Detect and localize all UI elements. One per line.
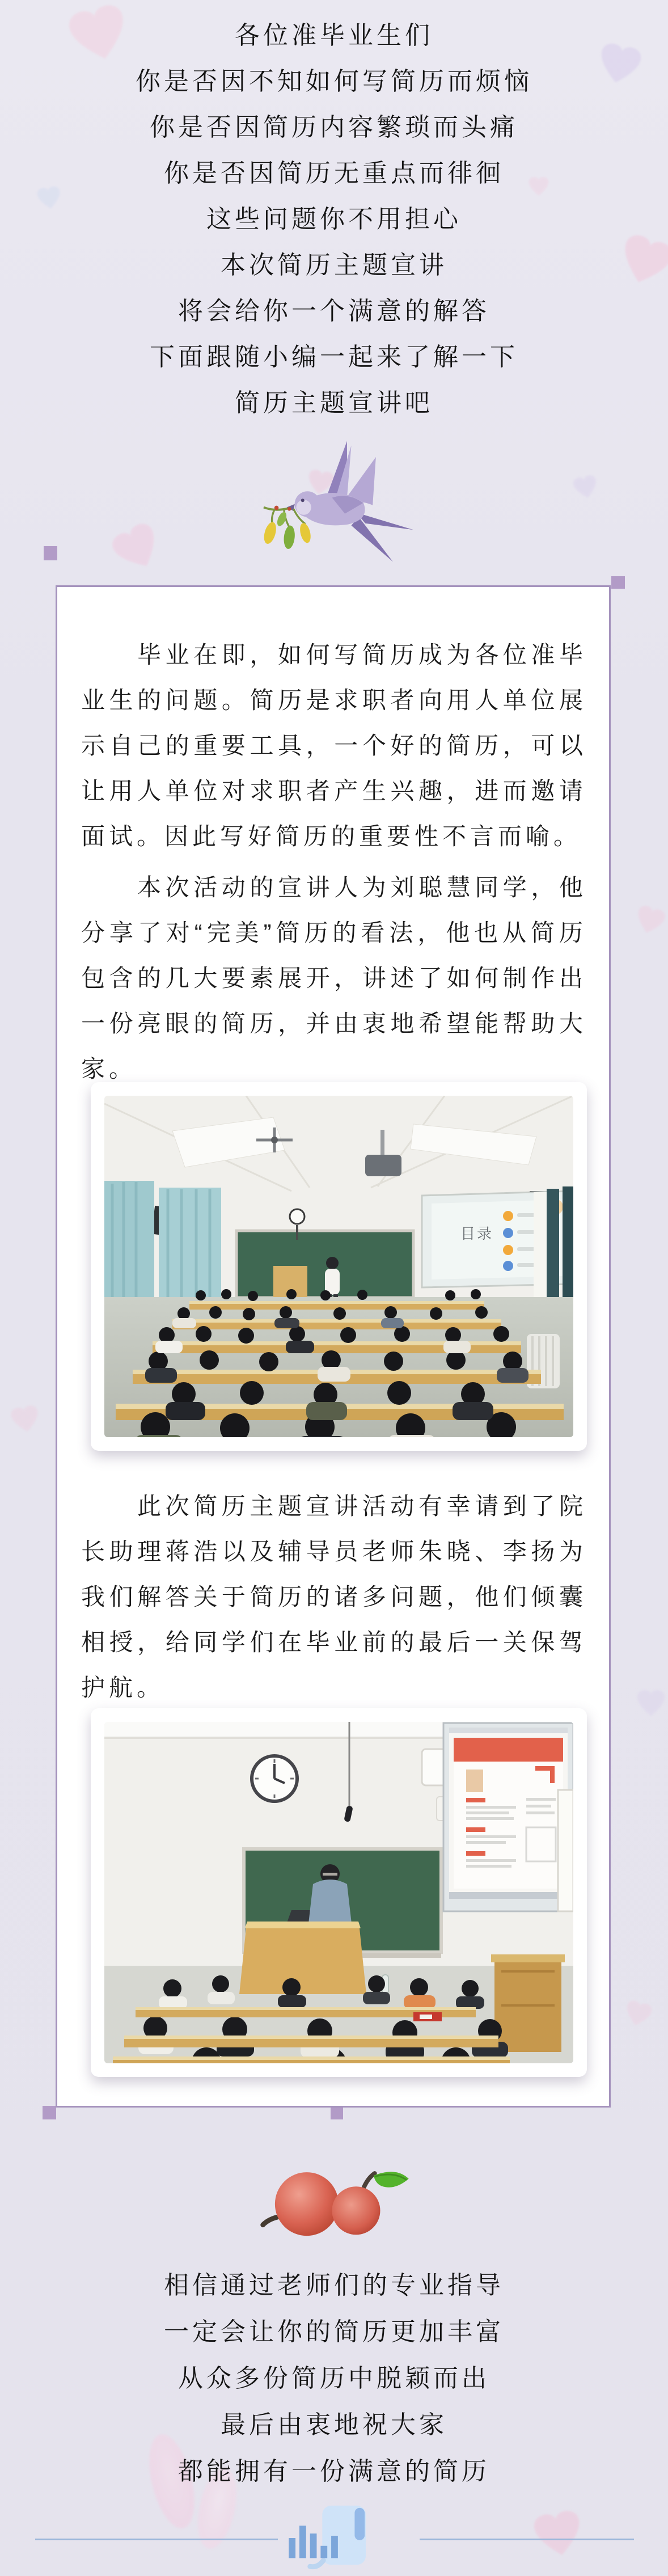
article-content-box	[56, 585, 611, 2108]
outro-line: 从众多份简历中脱颖而出	[178, 2364, 490, 2392]
outro-block	[0, 2262, 668, 2495]
apples-icon	[256, 2162, 421, 2250]
intro-line: 你是否因简历无重点而徘徊	[164, 159, 504, 187]
heart-icon	[8, 1404, 43, 1436]
intro-line: 各位准毕业生们	[235, 22, 433, 49]
accent-square	[44, 546, 57, 560]
classroom-photo-illustration	[104, 1722, 573, 2063]
footer-divider-right	[420, 2539, 634, 2540]
intro-line: 你是否因简历内容繁琐而头痛	[150, 113, 518, 141]
heart-icon	[621, 1999, 654, 2030]
outro-line: 最后由衷地祝大家	[221, 2411, 447, 2439]
accent-square	[611, 576, 625, 589]
paragraph: 此次简历主题宣讲活动有幸请到了院长助理蒋浩以及辅导员老师朱晓、李扬为我们解答关于简历的诸多问题，他们倾囊相授，给同学们在毕业前的最后一关保驾护航。	[81, 1493, 587, 1701]
outro-line: 相信通过老师们的专业指导	[164, 2271, 504, 2299]
footer-divider-left	[35, 2539, 278, 2540]
heart-icon	[530, 2509, 588, 2562]
paragraph: 毕业在即，如何写简历成为各位准毕业生的问题。简历是求职者向用人单位展示自己的重要工具，一个好的简历，可以让用人单位对求职者产生兴趣，进而邀请面试。因此写好简历的重要性不言而喻。	[81, 641, 587, 850]
heart-icon	[570, 474, 601, 502]
photo-classroom-2[interactable]	[91, 1708, 587, 2077]
photo-classroom-1[interactable]	[91, 1082, 587, 1451]
intro-line: 下面跟随小编一起来了解一下	[150, 343, 518, 371]
outro-line: 都能拥有一份满意的简历	[178, 2457, 490, 2485]
slide-title: 目录	[460, 1225, 494, 1242]
heart-icon	[106, 518, 170, 579]
intro-block	[0, 12, 668, 426]
heart-icon	[631, 903, 668, 939]
intro-line: 本次简历主题宣讲	[221, 251, 447, 279]
swallow-bird-icon	[250, 438, 425, 577]
classroom-photo-illustration	[104, 1096, 573, 1437]
intro-line: 将会给你一个满意的解答	[178, 297, 490, 325]
outro-line: 一定会让你的简历更加丰富	[164, 2318, 504, 2346]
intro-line: 你是否因不知如何写简历而烦恼	[136, 67, 532, 95]
accent-square	[43, 2106, 56, 2119]
resume-bar-chart-icon	[282, 2502, 384, 2574]
heart-icon	[635, 1690, 667, 1717]
intro-line: 这些问题你不用担心	[206, 205, 462, 233]
paragraph: 本次活动的宣讲人为刘聪慧同学，他分享了对“完美”简历的看法，他也从简历包含的几大要素展开，讲述了如何制作出一份亮眼的简历，并由衷地希望能帮助大家。	[81, 874, 587, 1082]
intro-line: 简历主题宣讲吧	[235, 389, 433, 417]
